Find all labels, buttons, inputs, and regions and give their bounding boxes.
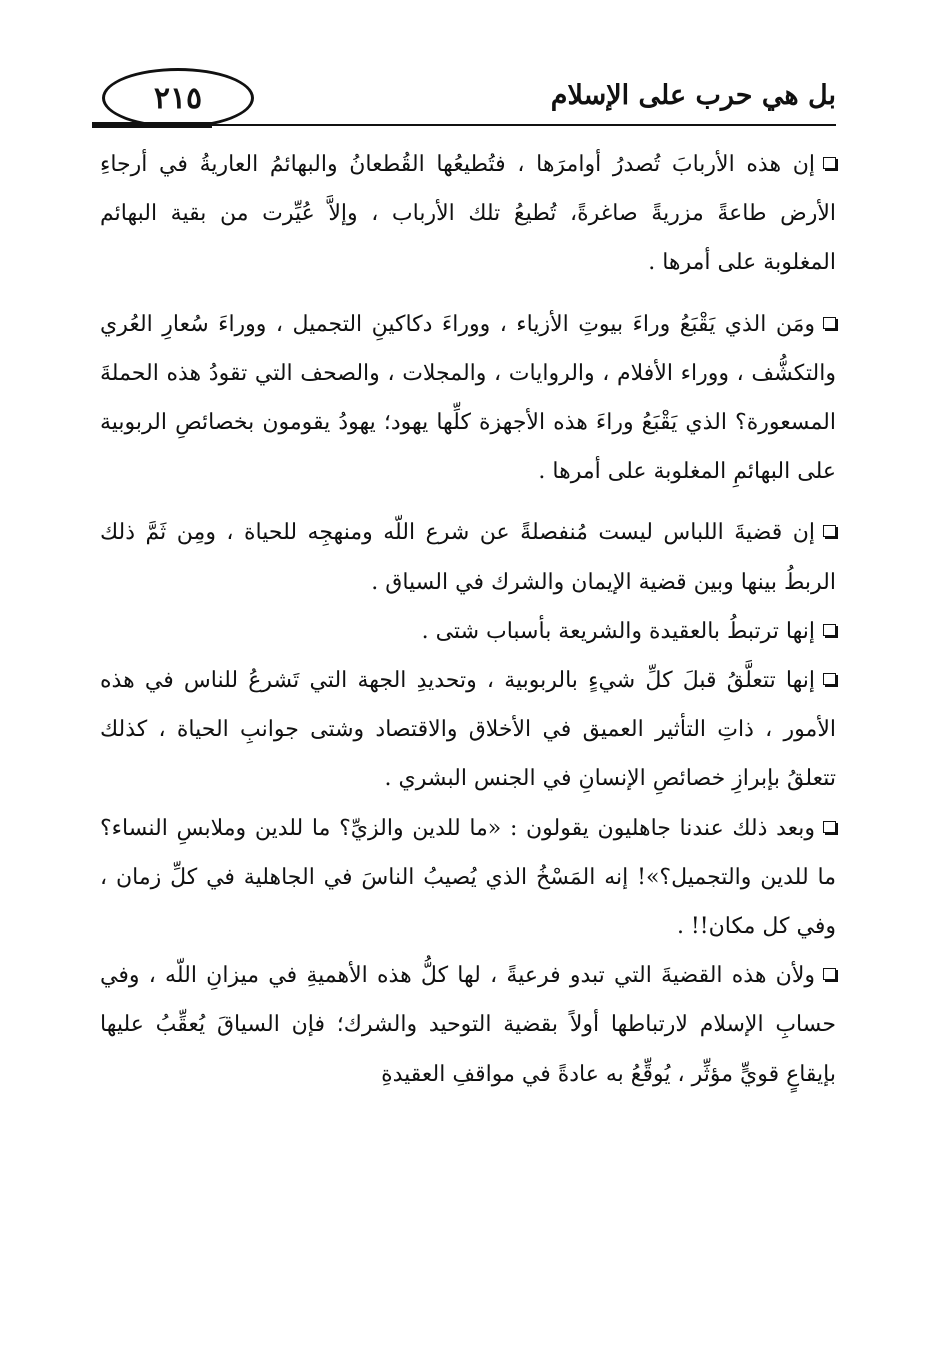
paragraph-text: ومَن الذي يَقْبَعُ وراءَ بيوتِ الأزياء ، ووراءَ دكاكينِ التجميل ، ووراءَ سُعارِ العُري والتكشُّف ، ووراء الأفلام ، والروايات ، والمجلات ، والصحف التي تقودُ هذه الحملةَ المسعورة؟ الذي يَقْبَعُ وراءَ هذه الأجهزة كلِّها يهود؛ يهودُ يقومون بخصائصِ الربوبية على البهائمِ المغلوبة على أمرها .: [100, 311, 836, 485]
paragraph-marker-icon: [823, 624, 836, 636]
paragraph-marker-icon: [823, 317, 836, 329]
paragraph: [100, 951, 836, 1099]
paragraph-text: إن هذه الأربابَ تُصدرُ أوامرَها ، فتُطيعُها القُطعانُ والبهائمُ العاريةُ في أرجاءِ الأرض طاعةً مزريةً صاغرةً، تُطيعُ تلك الأرباب ، وإلاَّ عُيِّرت من بقية البهائم المغلوبة على أمرها .: [100, 152, 836, 276]
paragraph-text: إنها تتعلَّقُ قبلَ كلِّ شيءٍ بالربوبية ، وتحديدِ الجهة التي تَشرعُ للناس في هذه الأمور ، ذاتِ التأثير العميق في الأخلاق والاقتصاد وشتى جوانبِ الحياة ، كذلك تتعلقُ بإبرازِ خصائصِ الإنسانِ في الجنس البشري .: [100, 668, 836, 792]
paragraph: [100, 300, 836, 497]
paragraph-marker-icon: [823, 525, 836, 537]
paragraph-marker-icon: [823, 968, 836, 980]
paragraph-text: ولأن هذه القضيةَ التي تبدو فرعيةً ، لها كلُّ هذه الأهميةِ في ميزانِ اللّه ، وفي حسابِ الإسلام لارتباطها أولاً بقضية التوحيد والشرك؛ فإن السياقَ يُعقِّبُ عليها بإيقاعٍ قويٍّ مؤثِّر ، يُوقِّعُ به عادةً في مواقفِ العقيدةِ: [100, 963, 836, 1087]
paragraph: [100, 140, 836, 288]
paragraph-marker-icon: [823, 821, 836, 833]
page-number-badge: [102, 68, 254, 128]
paragraph-marker-icon: [823, 673, 836, 685]
paragraph-text: إنها ترتبطُ بالعقيدة والشريعة بأسباب شتى .: [421, 618, 815, 644]
header-rule-accent: [92, 122, 212, 128]
page-body: [100, 140, 836, 1099]
paragraph: [100, 508, 836, 606]
paragraph-text: إن قضيةَ اللباس ليست مُنفصلةً عن شرع اللّه ومنهجِه للحياة ، ومِن ثَمَّ ذلك الربطُ بينها وبين قضية الإيمان والشرك في السياق .: [100, 520, 836, 595]
paragraph: [100, 656, 836, 804]
paragraph: [100, 607, 836, 656]
page-number: ٢١٥: [153, 80, 203, 116]
paragraph: [100, 804, 836, 952]
paragraph-marker-icon: [823, 157, 836, 169]
running-title: بل هي حرب على الإسلام: [550, 80, 836, 111]
page-header: [92, 62, 836, 134]
paragraph-text: وبعد ذلك عندنا جاهليون يقولون : «ما للدين والزيِّ؟ ما للدين وملابسِ النساء؟ ما للدين والتجميل؟»! إنه المَسْخُ الذي يُصيبُ الناسَ في الجاهلية في كلِّ زمان ، وفي كل مكان!! .: [100, 815, 836, 940]
